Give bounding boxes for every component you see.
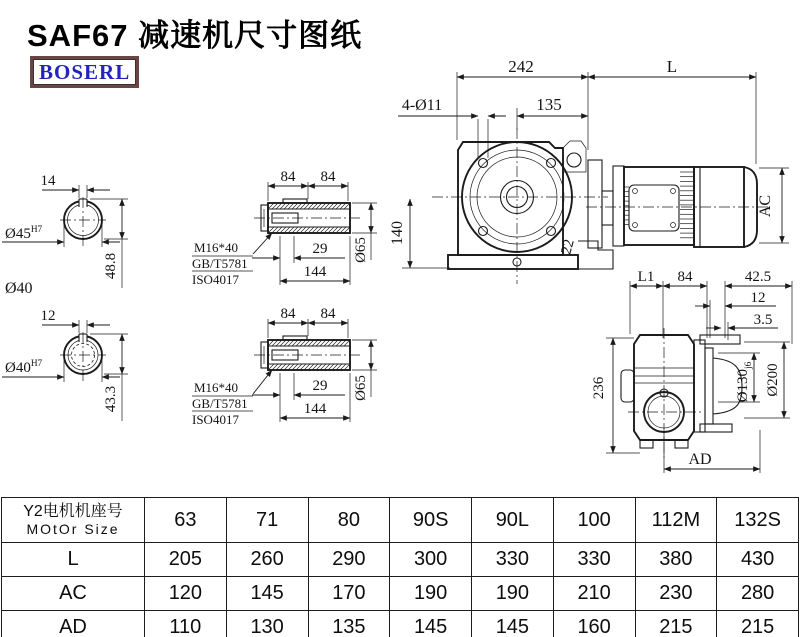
dia-130j6: $Ø130_{j6}$	[735, 361, 754, 403]
dim-L: L	[666, 57, 678, 76]
dia-45H7: $Ø45^{H7}$	[5, 225, 43, 242]
dim-4xd11: 4-Ø11	[401, 97, 443, 114]
header-en: MOtOr Size	[26, 521, 120, 537]
cell-AC-90S: 190	[390, 577, 472, 611]
bolt-hole	[547, 159, 556, 168]
dim-12-key: 12	[40, 308, 56, 324]
bolt-spec-bot-3: ISO4017	[192, 412, 239, 427]
motor-size-table-wrap	[1, 497, 799, 637]
brand-logo-text: BOSERL	[39, 60, 131, 84]
col-header-100: 100	[553, 498, 635, 543]
bolt-hole	[479, 159, 488, 168]
bolt-spec-bot-1: M16*40	[194, 380, 239, 395]
cell-AC-63: 120	[145, 577, 227, 611]
dia-65-top: Ø65	[353, 237, 369, 263]
cell-AC-100: 210	[553, 577, 635, 611]
motor-size-table	[1, 497, 799, 637]
cell-L-71: 260	[226, 543, 308, 577]
bolt-hole	[479, 227, 488, 236]
cell-AD-90L: 145	[472, 611, 554, 637]
col-header-90S: 90S	[390, 498, 472, 543]
col-header-63: 63	[145, 498, 227, 543]
row-label-AD: AD	[2, 611, 145, 637]
dim-29-top: 29	[312, 241, 328, 257]
cell-AD-132S: 215	[717, 611, 799, 637]
col-header-90L: 90L	[472, 498, 554, 543]
bolt-hole	[547, 227, 556, 236]
cell-L-90L: 330	[472, 543, 554, 577]
dim-144-top: 144	[303, 264, 327, 280]
dim-3-5: 3.5	[753, 312, 773, 328]
header-cn: Y2电机机座号	[23, 503, 123, 520]
dim-140: 140	[389, 221, 406, 245]
col-header-112M: 112M	[635, 498, 717, 543]
dim-84b-bot: 84	[320, 306, 336, 322]
dia-65-bot: Ø65	[353, 375, 369, 401]
cell-AC-90L: 190	[472, 577, 554, 611]
bolt-spec-top-2: GB/T5781	[192, 256, 248, 271]
col-header-132S: 132S	[717, 498, 799, 543]
dia-200: Ø200	[765, 363, 781, 397]
dim-135: 135	[536, 95, 562, 114]
cell-L-132S: 430	[717, 543, 799, 577]
cell-AD-80: 135	[308, 611, 390, 637]
col-header-71: 71	[226, 498, 308, 543]
dim-84a-top: 84	[280, 169, 296, 185]
dim-42-5: 42.5	[744, 269, 772, 285]
motor-size-header	[2, 498, 145, 543]
dia-40H7: $Ø40^{H7}$	[5, 359, 43, 376]
cell-L-90S: 300	[390, 543, 472, 577]
dimension-labels	[5, 57, 781, 468]
row-label-AC: AC	[2, 577, 145, 611]
cell-AD-71: 130	[226, 611, 308, 637]
cell-L-63: 205	[145, 543, 227, 577]
dim-AC: AC	[757, 194, 774, 218]
dim-84a-bot: 84	[280, 306, 296, 322]
dim-84-side: 84	[677, 269, 693, 285]
dim-236: 236	[591, 376, 607, 400]
bolt-spec-top-3: ISO4017	[192, 272, 239, 287]
dim-14: 14	[40, 173, 56, 189]
dim-43-3: 43.3	[103, 385, 119, 413]
cell-AC-112M: 230	[635, 577, 717, 611]
dim-22: 22	[558, 237, 578, 257]
dim-12-side: 12	[750, 290, 766, 306]
bolt-spec-bot-2: GB/T5781	[192, 396, 248, 411]
cell-AC-132S: 280	[717, 577, 799, 611]
front-view	[398, 72, 789, 284]
cell-L-80: 290	[308, 543, 390, 577]
dim-48-8: 48.8	[103, 252, 119, 280]
cell-AD-63: 110	[145, 611, 227, 637]
dim-29-bot: 29	[312, 378, 328, 394]
cell-L-100: 330	[553, 543, 635, 577]
cell-AD-100: 160	[553, 611, 635, 637]
cell-AC-71: 145	[226, 577, 308, 611]
cell-AC-80: 170	[308, 577, 390, 611]
bolt-spec-top-1: M16*40	[194, 240, 239, 255]
dim-84b-top: 84	[320, 169, 336, 185]
row-label-L: L	[2, 543, 145, 577]
cell-AD-112M: 215	[635, 611, 717, 637]
page-title: SAF67 减速机尺寸图纸	[27, 18, 363, 53]
cell-AD-90S: 145	[390, 611, 472, 637]
col-header-80: 80	[308, 498, 390, 543]
dim-242: 242	[508, 57, 534, 76]
dia-40-label: Ø40	[5, 280, 33, 297]
dim-144-bot: 144	[303, 401, 327, 417]
dim-AD: AD	[688, 451, 712, 468]
cell-L-112M: 380	[635, 543, 717, 577]
dim-L1: L1	[637, 269, 655, 285]
